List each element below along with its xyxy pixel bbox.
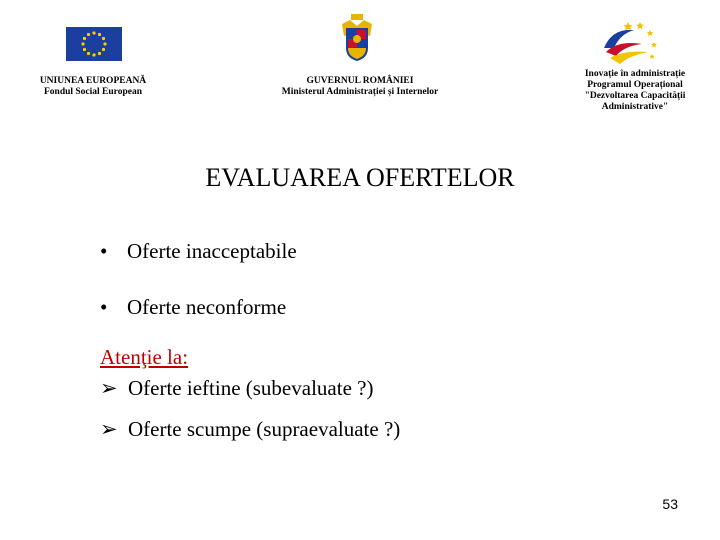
- slide-title: EVALUAREA OFERTELOR: [205, 163, 515, 192]
- bullet-item: [100, 295, 286, 320]
- programme-caption-line4: Administrative": [601, 102, 669, 112]
- bullet-item: [100, 239, 297, 264]
- programme-caption: [560, 69, 710, 113]
- bullet-text: Oferte inacceptabile: [127, 239, 297, 263]
- bullet-text: Oferte neconforme: [127, 295, 287, 319]
- attention-item-text: Oferte ieftine (subevaluate ?): [128, 376, 374, 400]
- programme-caption-line1: Inovație în administrație: [584, 69, 686, 79]
- eu-flag-logo: [66, 27, 122, 61]
- attention-heading: Atenţie la:: [100, 345, 189, 369]
- government-caption-line2: Ministerul Administrației și Internelor: [281, 87, 439, 97]
- government-caption-line1: GUVERNUL ROMÂNIEI: [306, 76, 414, 86]
- programme-caption-line3: "Dezvoltarea Capacității: [584, 91, 686, 101]
- eu-caption-line2: Fondul Social European: [43, 87, 143, 97]
- page-number: 53: [662, 496, 678, 512]
- arrow-bullet-icon: ➢: [100, 417, 118, 441]
- romania-coat-of-arms-logo: [340, 14, 374, 62]
- government-caption: [250, 76, 470, 98]
- programme-caption-line2: Programul Operațional: [587, 80, 683, 90]
- attention-item: [100, 376, 373, 401]
- bullet-dot-icon: •: [100, 239, 108, 263]
- attention-item: [100, 417, 400, 442]
- bullet-dot-icon: •: [100, 295, 108, 319]
- attention-item-text: Oferte scumpe (supraevaluate ?): [128, 417, 401, 441]
- arrow-bullet-icon: ➢: [100, 376, 118, 400]
- programme-swoosh-logo: [598, 18, 662, 66]
- eu-caption-line1: UNIUNEA EUROPEANĂ: [39, 76, 147, 86]
- eu-caption: [28, 76, 158, 98]
